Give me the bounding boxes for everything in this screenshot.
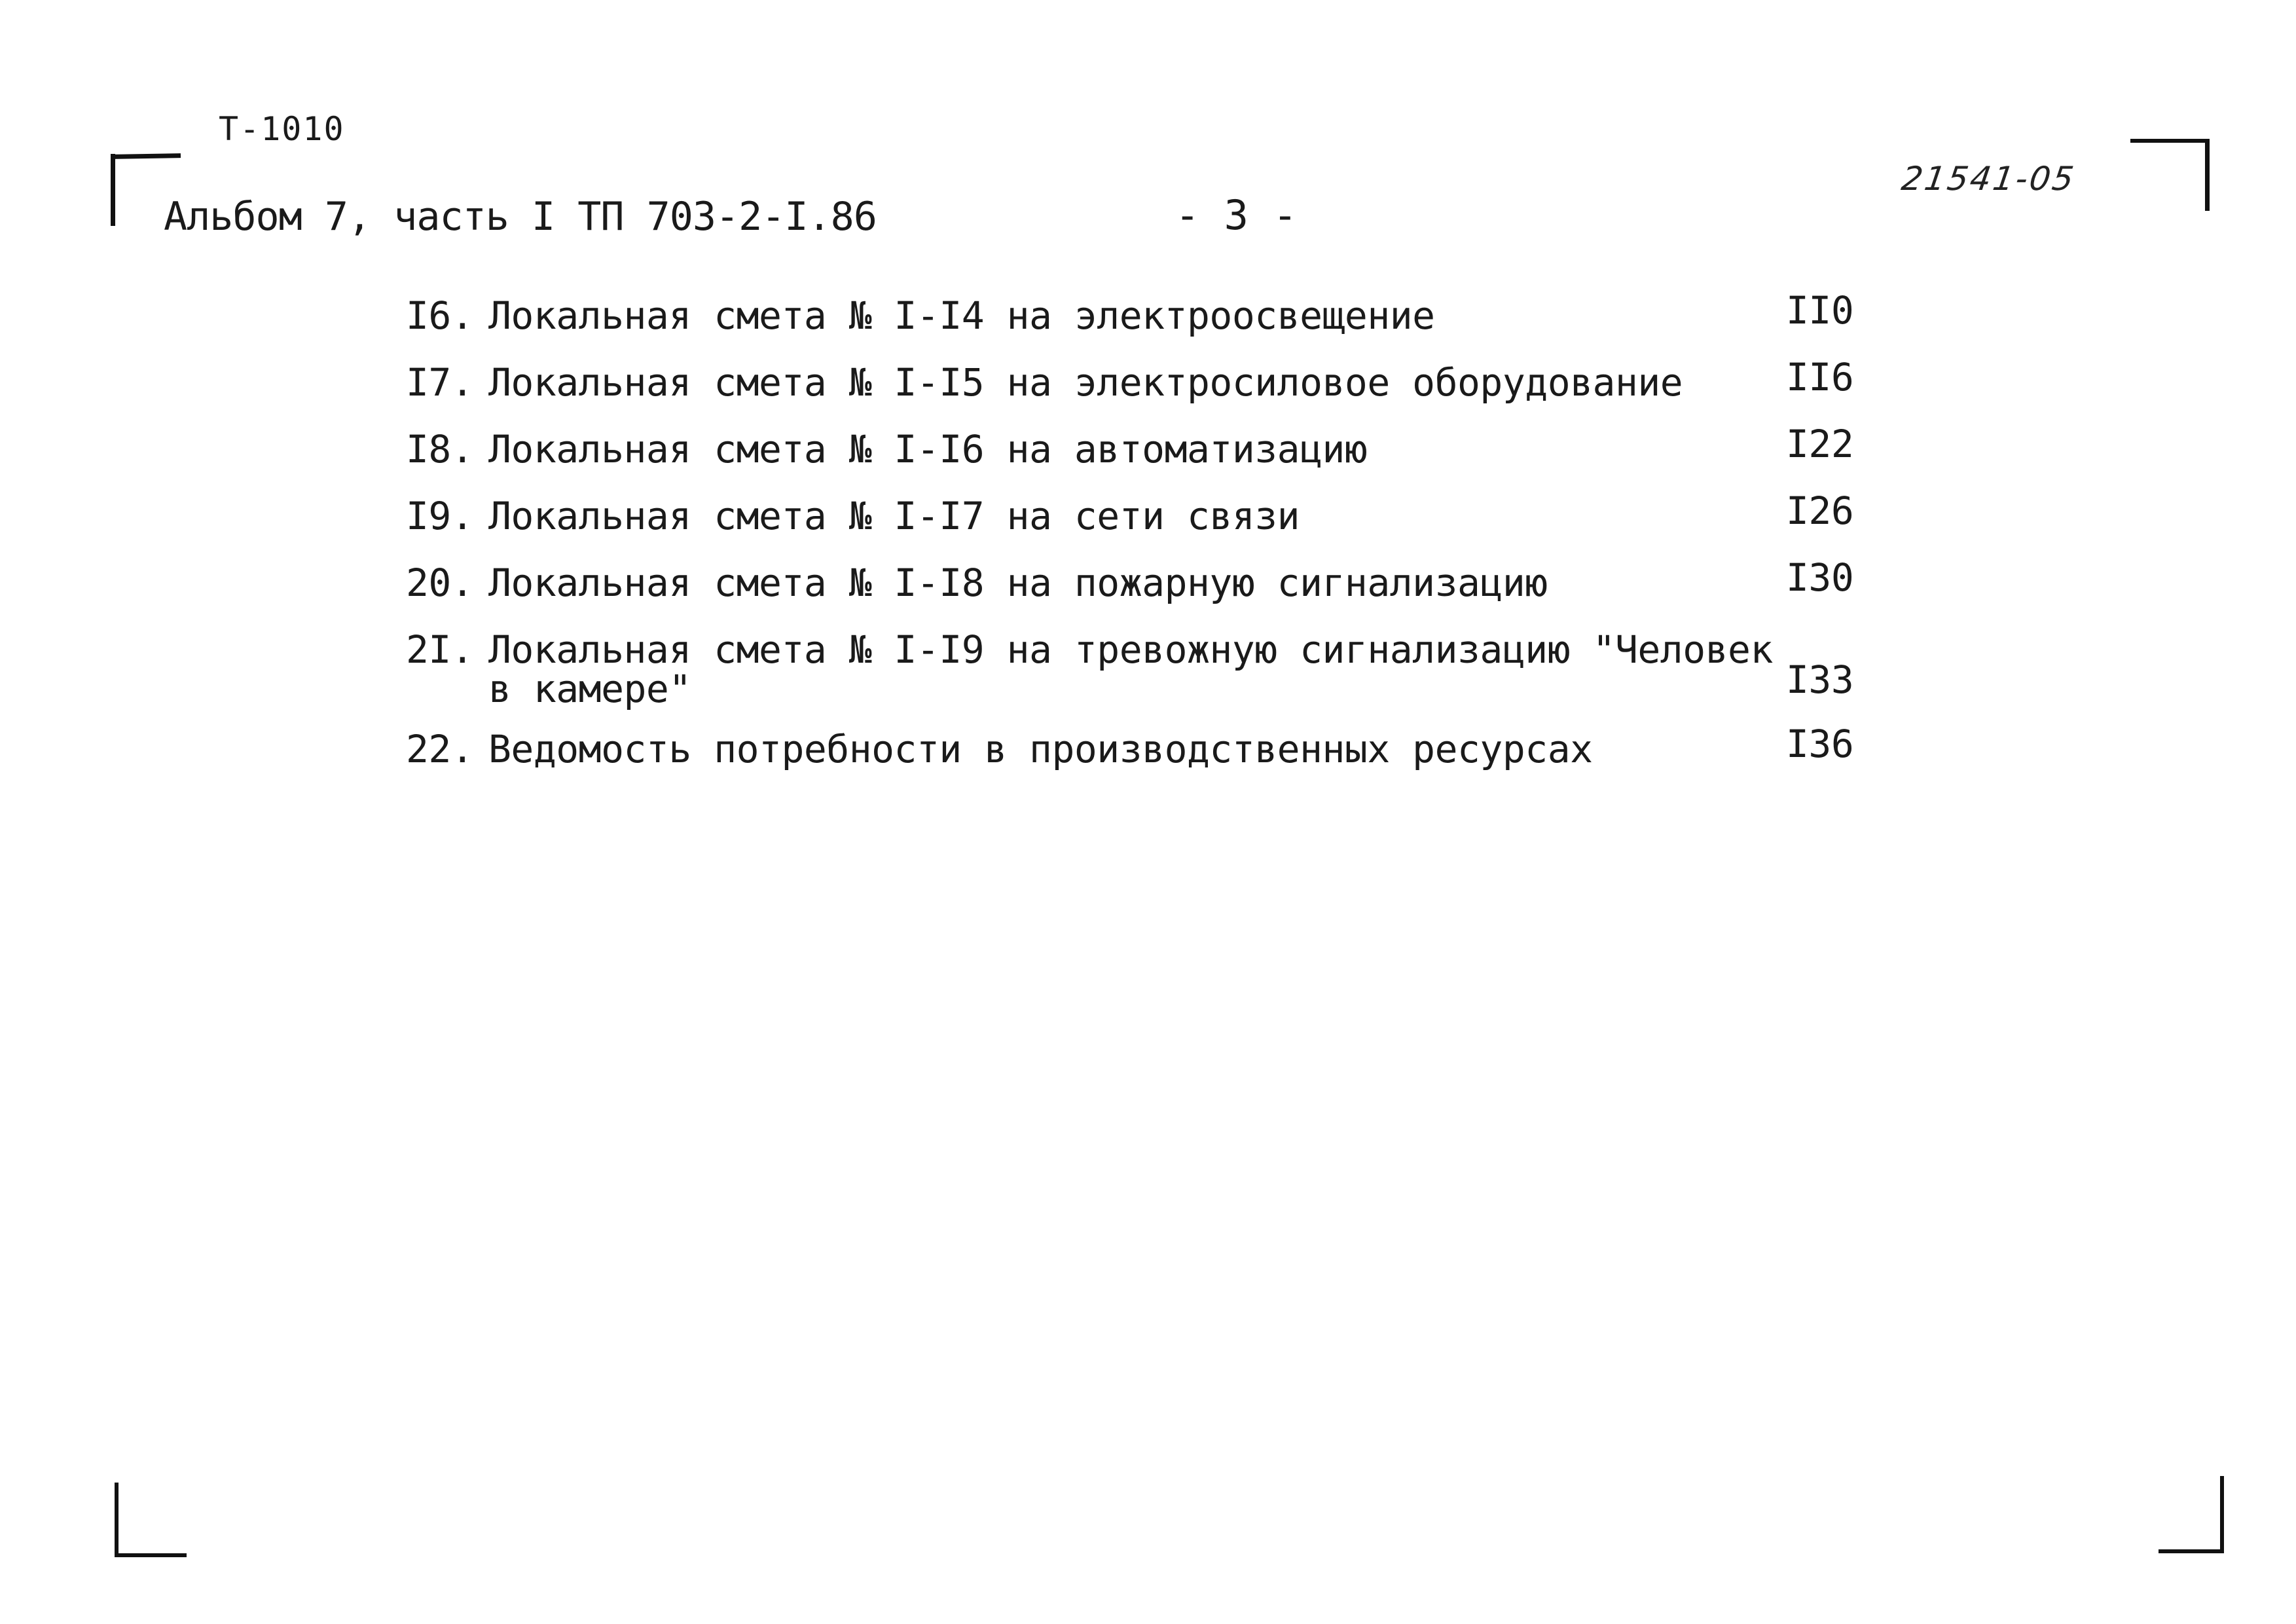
toc-entry-page: I22	[1786, 422, 1854, 466]
crop-mark-bottom-left-vertical	[115, 1483, 118, 1557]
crop-mark-top-left-vertical	[111, 154, 115, 226]
crop-mark-bottom-left-horizontal	[115, 1553, 187, 1557]
toc-entry-page: II0	[1786, 288, 1854, 333]
toc-entry-title: Локальная смета № I-I7 на сети связи	[488, 494, 1300, 538]
toc-entry-number: I9.	[406, 494, 474, 538]
toc-entry-page: I26	[1786, 489, 1854, 533]
crop-mark-bottom-right-horizontal	[2159, 1549, 2224, 1553]
toc-entry-page: I36	[1786, 722, 1854, 766]
toc-entry-title: Локальная смета № I-I9 на тревожную сигнализацию "Человек в камере"	[488, 627, 1796, 711]
crop-mark-top-right-horizontal	[2130, 139, 2208, 143]
album-header: Альбом 7, часть I ТП 703-2-I.86	[164, 194, 877, 240]
crop-mark-top-right-vertical	[2205, 139, 2210, 211]
toc-entry-title: Локальная смета № I-I4 на электроосвещение	[488, 293, 1435, 338]
handwritten-inventory-number: 21541-05	[1899, 160, 2078, 198]
toc-entry-number: I8.	[406, 427, 474, 471]
toc-entry-page: I33	[1786, 657, 1854, 702]
crop-mark-bottom-right-vertical	[2220, 1476, 2224, 1553]
toc-entry-title: Локальная смета № I-I5 на электросиловое оборудование	[488, 360, 1683, 405]
toc-entry-page: I30	[1786, 555, 1854, 600]
toc-entry-number: 20.	[406, 561, 474, 605]
toc-entry-title: Ведомость потребности в производственных ресурсах	[488, 727, 1593, 771]
toc-entry-number: 2I.	[406, 627, 474, 672]
toc-entry-number: I6.	[406, 293, 474, 338]
toc-entry-title: Локальная смета № I-I6 на автоматизацию	[488, 427, 1368, 471]
page-number: - 3 -	[1175, 191, 1298, 239]
document-code: Т-1010	[219, 110, 345, 148]
toc-entry-title: Локальная смета № I-I8 на пожарную сигнализацию	[488, 561, 1548, 605]
toc-entry-number: I7.	[406, 360, 474, 405]
toc-entry-number: 22.	[406, 727, 474, 771]
toc-entry-page: II6	[1786, 355, 1854, 399]
crop-mark-top-left-horizontal	[113, 153, 181, 159]
